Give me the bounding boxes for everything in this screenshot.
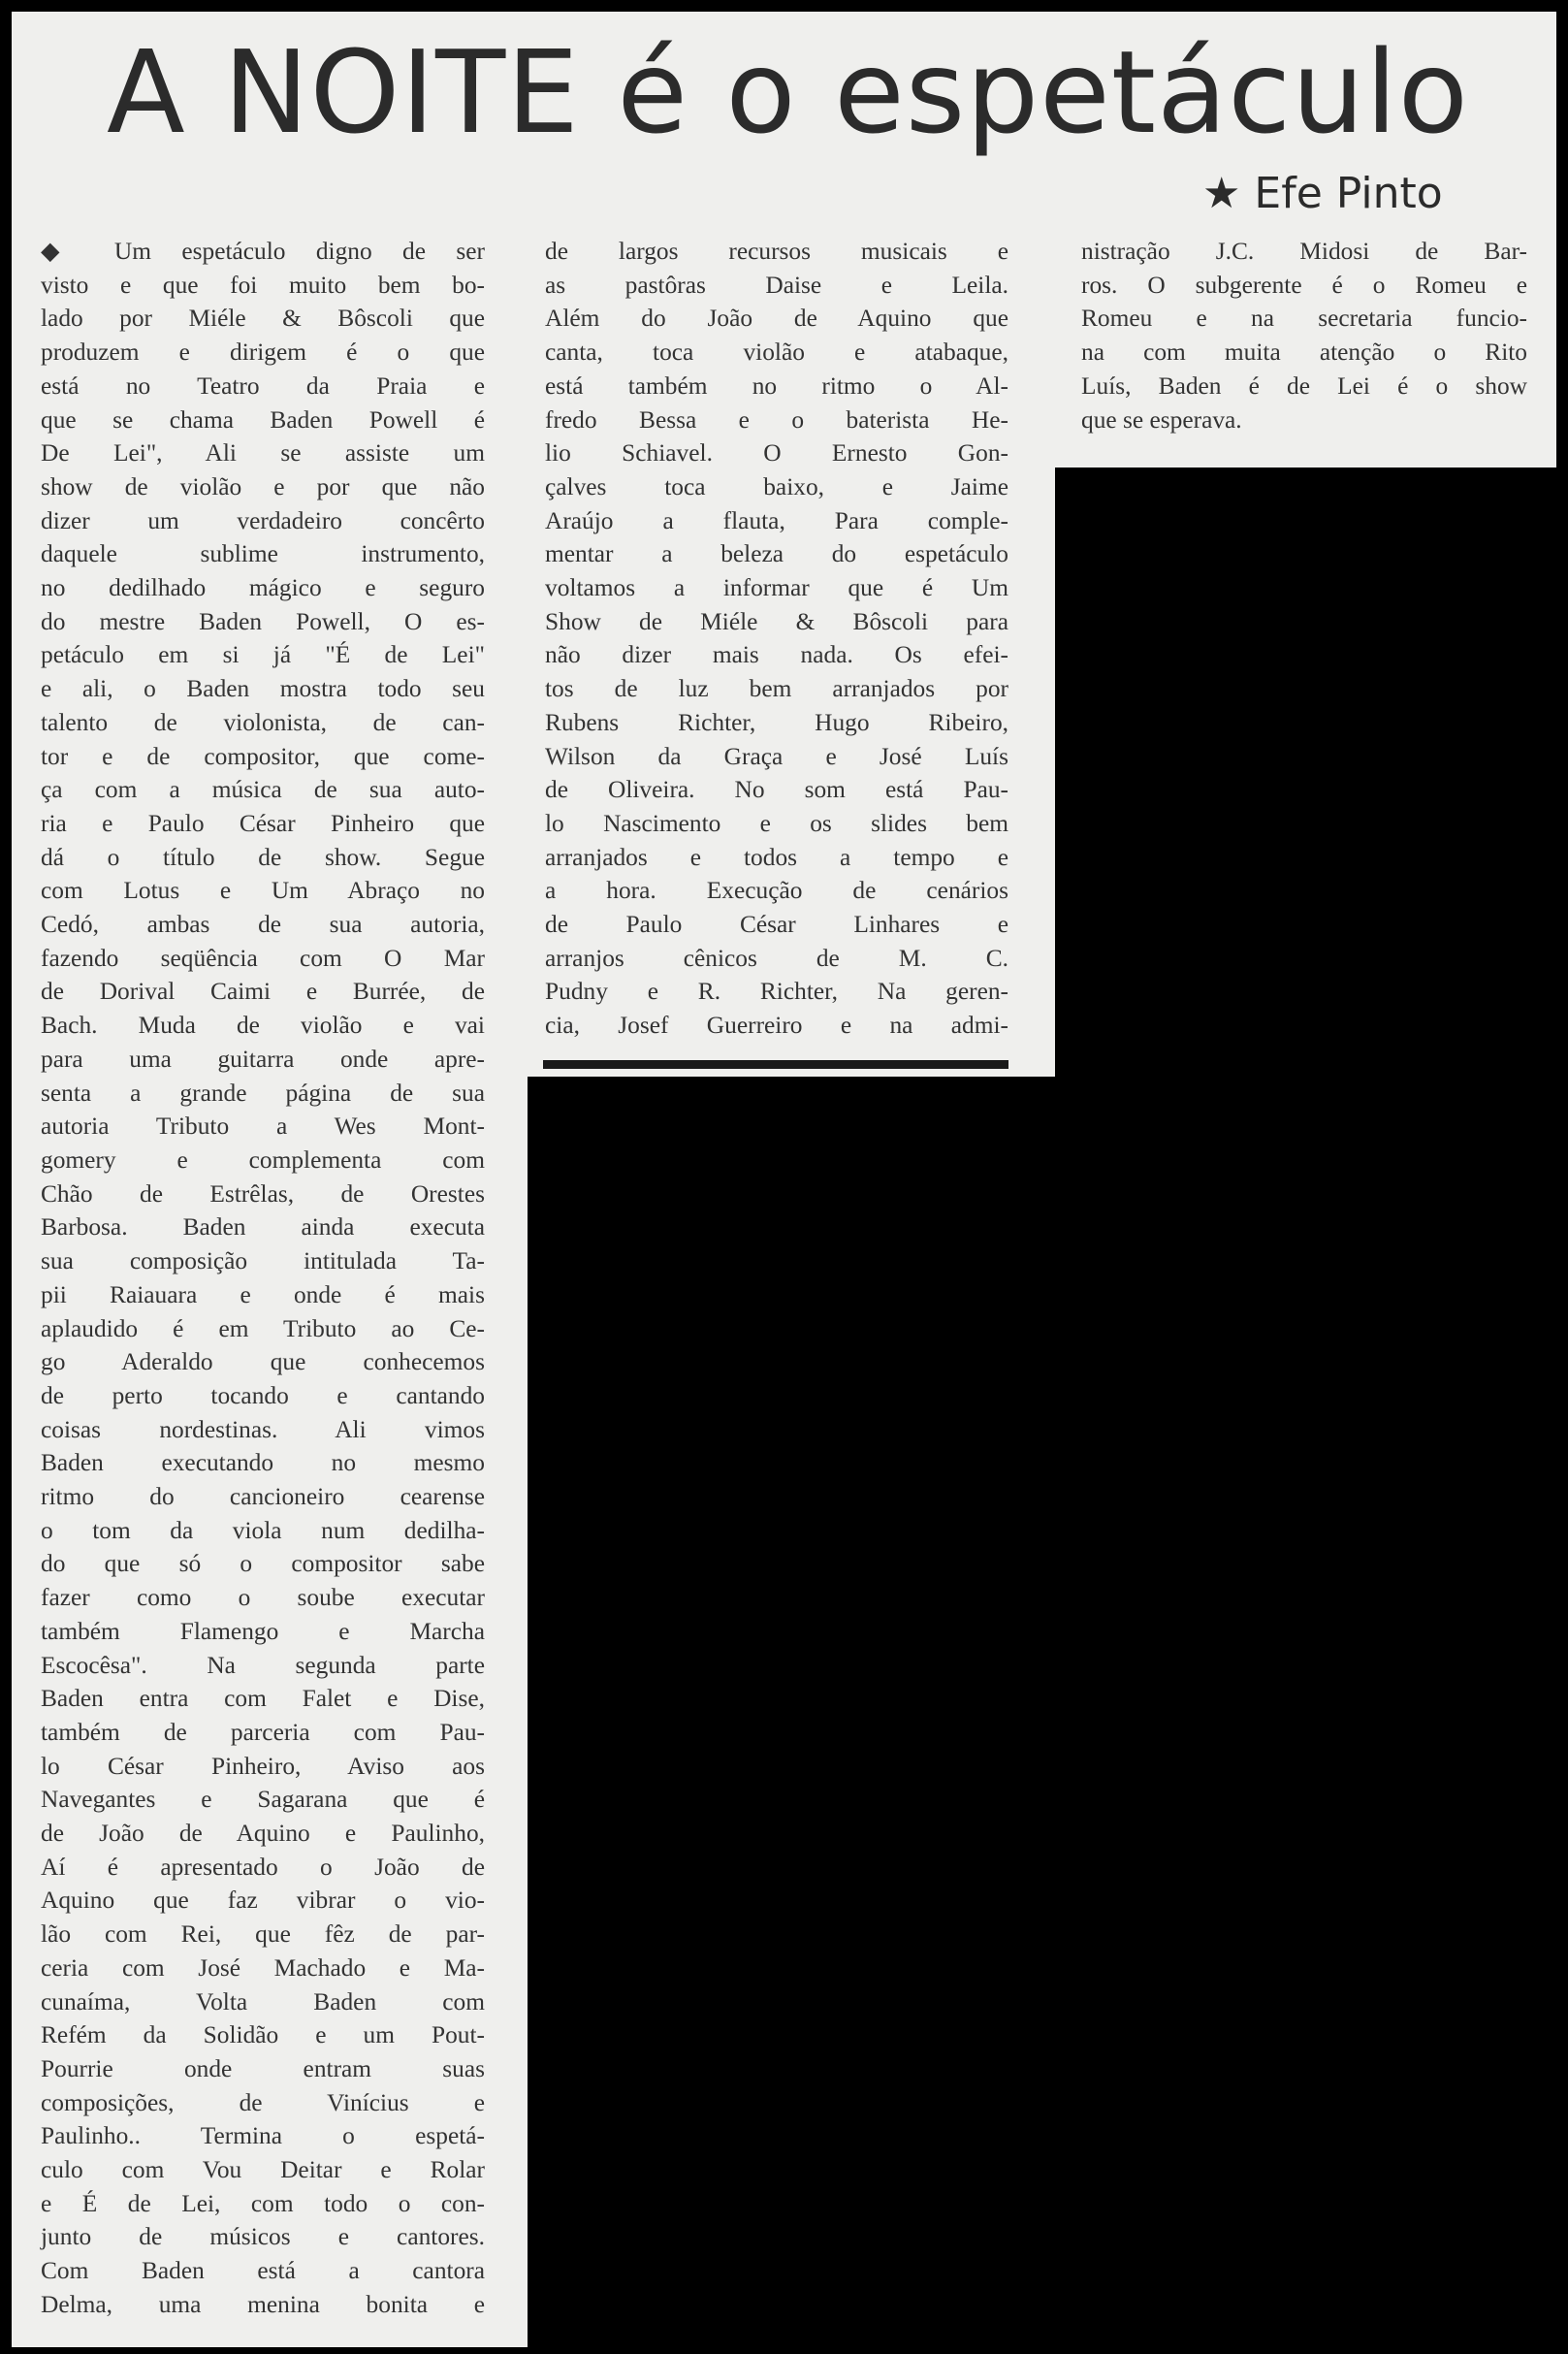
byline: ★ Efe Pinto bbox=[1202, 169, 1443, 218]
text-line: mentar a beleza do espetáculo bbox=[545, 540, 1008, 568]
text-line: lão com Rei, que fêz de par- bbox=[41, 1920, 485, 1949]
text-line: Refém da Solidão e um Pout- bbox=[41, 2021, 485, 2049]
text-line: de Dorival Caimi e Burrée, de bbox=[41, 978, 485, 1006]
text-line: fredo Bessa e o baterista He- bbox=[545, 405, 1008, 434]
text-line: ceria com José Machado e Ma- bbox=[41, 1953, 485, 1982]
text-line: Chão de Estrêlas, de Orestes bbox=[41, 1179, 485, 1208]
text-line: ritmo do cancioneiro cearense bbox=[41, 1483, 485, 1511]
text-line: Navegantes e Sagarana que é bbox=[41, 1786, 485, 1814]
text-line: go Aderaldo que conhecemos bbox=[41, 1348, 485, 1376]
text-line: também de parceria com Pau- bbox=[41, 1718, 485, 1746]
text-line: aplaudido é em Tributo ao Ce- bbox=[41, 1314, 485, 1342]
text-line: ◆ Um espetáculo digno de ser bbox=[41, 238, 485, 265]
text-line: lo César Pinheiro, Aviso aos bbox=[41, 1752, 485, 1780]
text-line: voltamos a informar que é Um bbox=[545, 574, 1008, 602]
text-line: a hora. Execução de cenários bbox=[545, 877, 1008, 905]
text-line: de João de Aquino e Paulinho, bbox=[41, 1820, 485, 1848]
text-line: e ali, o Baden mostra todo seu bbox=[41, 675, 485, 703]
text-line: do que só o compositor sabe bbox=[41, 1550, 485, 1578]
text-line: junto de músicos e cantores. bbox=[41, 2223, 485, 2251]
text-line: na com muita atenção o Rito bbox=[1081, 339, 1527, 367]
text-line: tos de luz bem arranjados por bbox=[545, 675, 1008, 703]
text-line: Show de Miéle & Bôscoli para bbox=[545, 607, 1008, 635]
text-line: coisas nordestinas. Ali vimos bbox=[41, 1415, 485, 1443]
text-line: Pourrie onde entram suas bbox=[41, 2054, 485, 2082]
text-line: Luís, Baden é de Lei é o show bbox=[1081, 371, 1527, 400]
text-line: Pudny e R. Richter, Na geren- bbox=[545, 978, 1008, 1006]
text-line: arranjados e todos a tempo e bbox=[545, 843, 1008, 871]
text-line: Delma, uma menina bonita e bbox=[41, 2290, 485, 2318]
text-line: dizer um verdadeiro concêrto bbox=[41, 506, 485, 534]
column-end-rule bbox=[543, 1060, 1008, 1069]
text-line: de Paulo César Linhares e bbox=[545, 911, 1008, 939]
text-line: Aí é apresentado o João de bbox=[41, 1853, 485, 1881]
text-line: canta, toca violão e atabaque, bbox=[545, 339, 1008, 367]
text-line: Cedó, ambas de sua autoria, bbox=[41, 911, 485, 939]
text-line: fazer como o soube executar bbox=[41, 1584, 485, 1612]
text-line: petáculo em si já "É de Lei" bbox=[41, 641, 485, 669]
text-line: ria e Paulo César Pinheiro que bbox=[41, 809, 485, 837]
text-line: Escocêsa". Na segunda parte bbox=[41, 1651, 485, 1679]
text-line: lo Nascimento e os slides bem bbox=[545, 809, 1008, 837]
text-line: Rubens Richter, Hugo Ribeiro, bbox=[545, 708, 1008, 736]
text-line: para uma guitarra onde apre- bbox=[41, 1045, 485, 1073]
text-line: Wilson da Graça e José Luís bbox=[545, 742, 1008, 770]
text-line: as pastôras Daise e Leila. bbox=[545, 271, 1008, 299]
text-line: com Lotus e Um Abraço no bbox=[41, 877, 485, 905]
article-column-3 bbox=[1081, 235, 1527, 436]
text-line: Aquino que faz vibrar o vio- bbox=[41, 1886, 485, 1915]
text-line: ros. O subgerente é o Romeu e bbox=[1081, 271, 1527, 299]
text-line: Baden executando no mesmo bbox=[41, 1449, 485, 1477]
text-line: Romeu e na secretaria funcio- bbox=[1081, 305, 1527, 333]
text-line: e É de Lei, com todo o con- bbox=[41, 2189, 485, 2217]
text-line: sua composição intitulada Ta- bbox=[41, 1247, 485, 1275]
text-line: Além do João de Aquino que bbox=[545, 305, 1008, 333]
text-line: que se chama Baden Powell é bbox=[41, 405, 485, 434]
text-line: dá o título de show. Segue bbox=[41, 843, 485, 871]
text-line: autoria Tributo a Wes Mont- bbox=[41, 1113, 485, 1141]
text-line: Paulinho.. Termina o espetá- bbox=[41, 2122, 485, 2150]
text-line: De Lei", Ali se assiste um bbox=[41, 439, 485, 468]
text-line: também Flamengo e Marcha bbox=[41, 1617, 485, 1645]
text-line: lio Schiavel. O Ernesto Gon- bbox=[545, 439, 1008, 468]
text-line: de largos recursos musicais e bbox=[545, 238, 1008, 265]
text-line: arranjos cênicos de M. C. bbox=[545, 944, 1008, 972]
text-line: pii Raiauara e onde é mais bbox=[41, 1280, 485, 1308]
text-line: fazendo seqüência com O Mar bbox=[41, 944, 485, 972]
text-line: Barbosa. Baden ainda executa bbox=[41, 1213, 485, 1241]
text-line: culo com Vou Deitar e Rolar bbox=[41, 2156, 485, 2184]
text-line: ça com a música de sua auto- bbox=[41, 776, 485, 804]
text-line: Baden entra com Falet e Dise, bbox=[41, 1685, 485, 1713]
text-line: daquele sublime instrumento, bbox=[41, 540, 485, 568]
text-line: cia, Josef Guerreiro e na admi- bbox=[545, 1012, 1008, 1040]
text-line: tor e de compositor, que come- bbox=[41, 742, 485, 770]
text-line: de perto tocando e cantando bbox=[41, 1381, 485, 1409]
text-line: Bach. Muda de violão e vai bbox=[41, 1012, 485, 1040]
text-line: não dizer mais nada. Os efei- bbox=[545, 641, 1008, 669]
text-line: o tom da viola num dedilha- bbox=[41, 1516, 485, 1544]
text-line: do mestre Baden Powell, O es- bbox=[41, 607, 485, 635]
article-column-1 bbox=[41, 235, 485, 2322]
text-line: produzem e dirigem é o que bbox=[41, 339, 485, 367]
text-line: Com Baden está a cantora bbox=[41, 2257, 485, 2285]
text-line: que se esperava. bbox=[1081, 405, 1242, 434]
text-line: cunaíma, Volta Baden com bbox=[41, 1987, 485, 2015]
text-line: visto e que foi muito bem bo- bbox=[41, 271, 485, 299]
text-line: senta a grande página de sua bbox=[41, 1079, 485, 1107]
headline: A NOITE é o espetáculo bbox=[107, 25, 1469, 159]
text-line: nistração J.C. Midosi de Bar- bbox=[1081, 238, 1527, 265]
text-line: show de violão e por que não bbox=[41, 472, 485, 500]
text-line: çalves toca baixo, e Jaime bbox=[545, 472, 1008, 500]
article-column-2 bbox=[545, 235, 1008, 1043]
text-line: está no Teatro da Praia e bbox=[41, 371, 485, 400]
text-line: lado por Miéle & Bôscoli que bbox=[41, 305, 485, 333]
text-line: no dedilhado mágico e seguro bbox=[41, 574, 485, 602]
text-line: Araújo a flauta, Para comple- bbox=[545, 506, 1008, 534]
text-line: talento de violonista, de can- bbox=[41, 708, 485, 736]
text-line: gomery e complementa com bbox=[41, 1145, 485, 1174]
text-line: de Oliveira. No som está Pau- bbox=[545, 776, 1008, 804]
text-line: está também no ritmo o Al- bbox=[545, 371, 1008, 400]
text-line: composições, de Vinícius e bbox=[41, 2088, 485, 2116]
